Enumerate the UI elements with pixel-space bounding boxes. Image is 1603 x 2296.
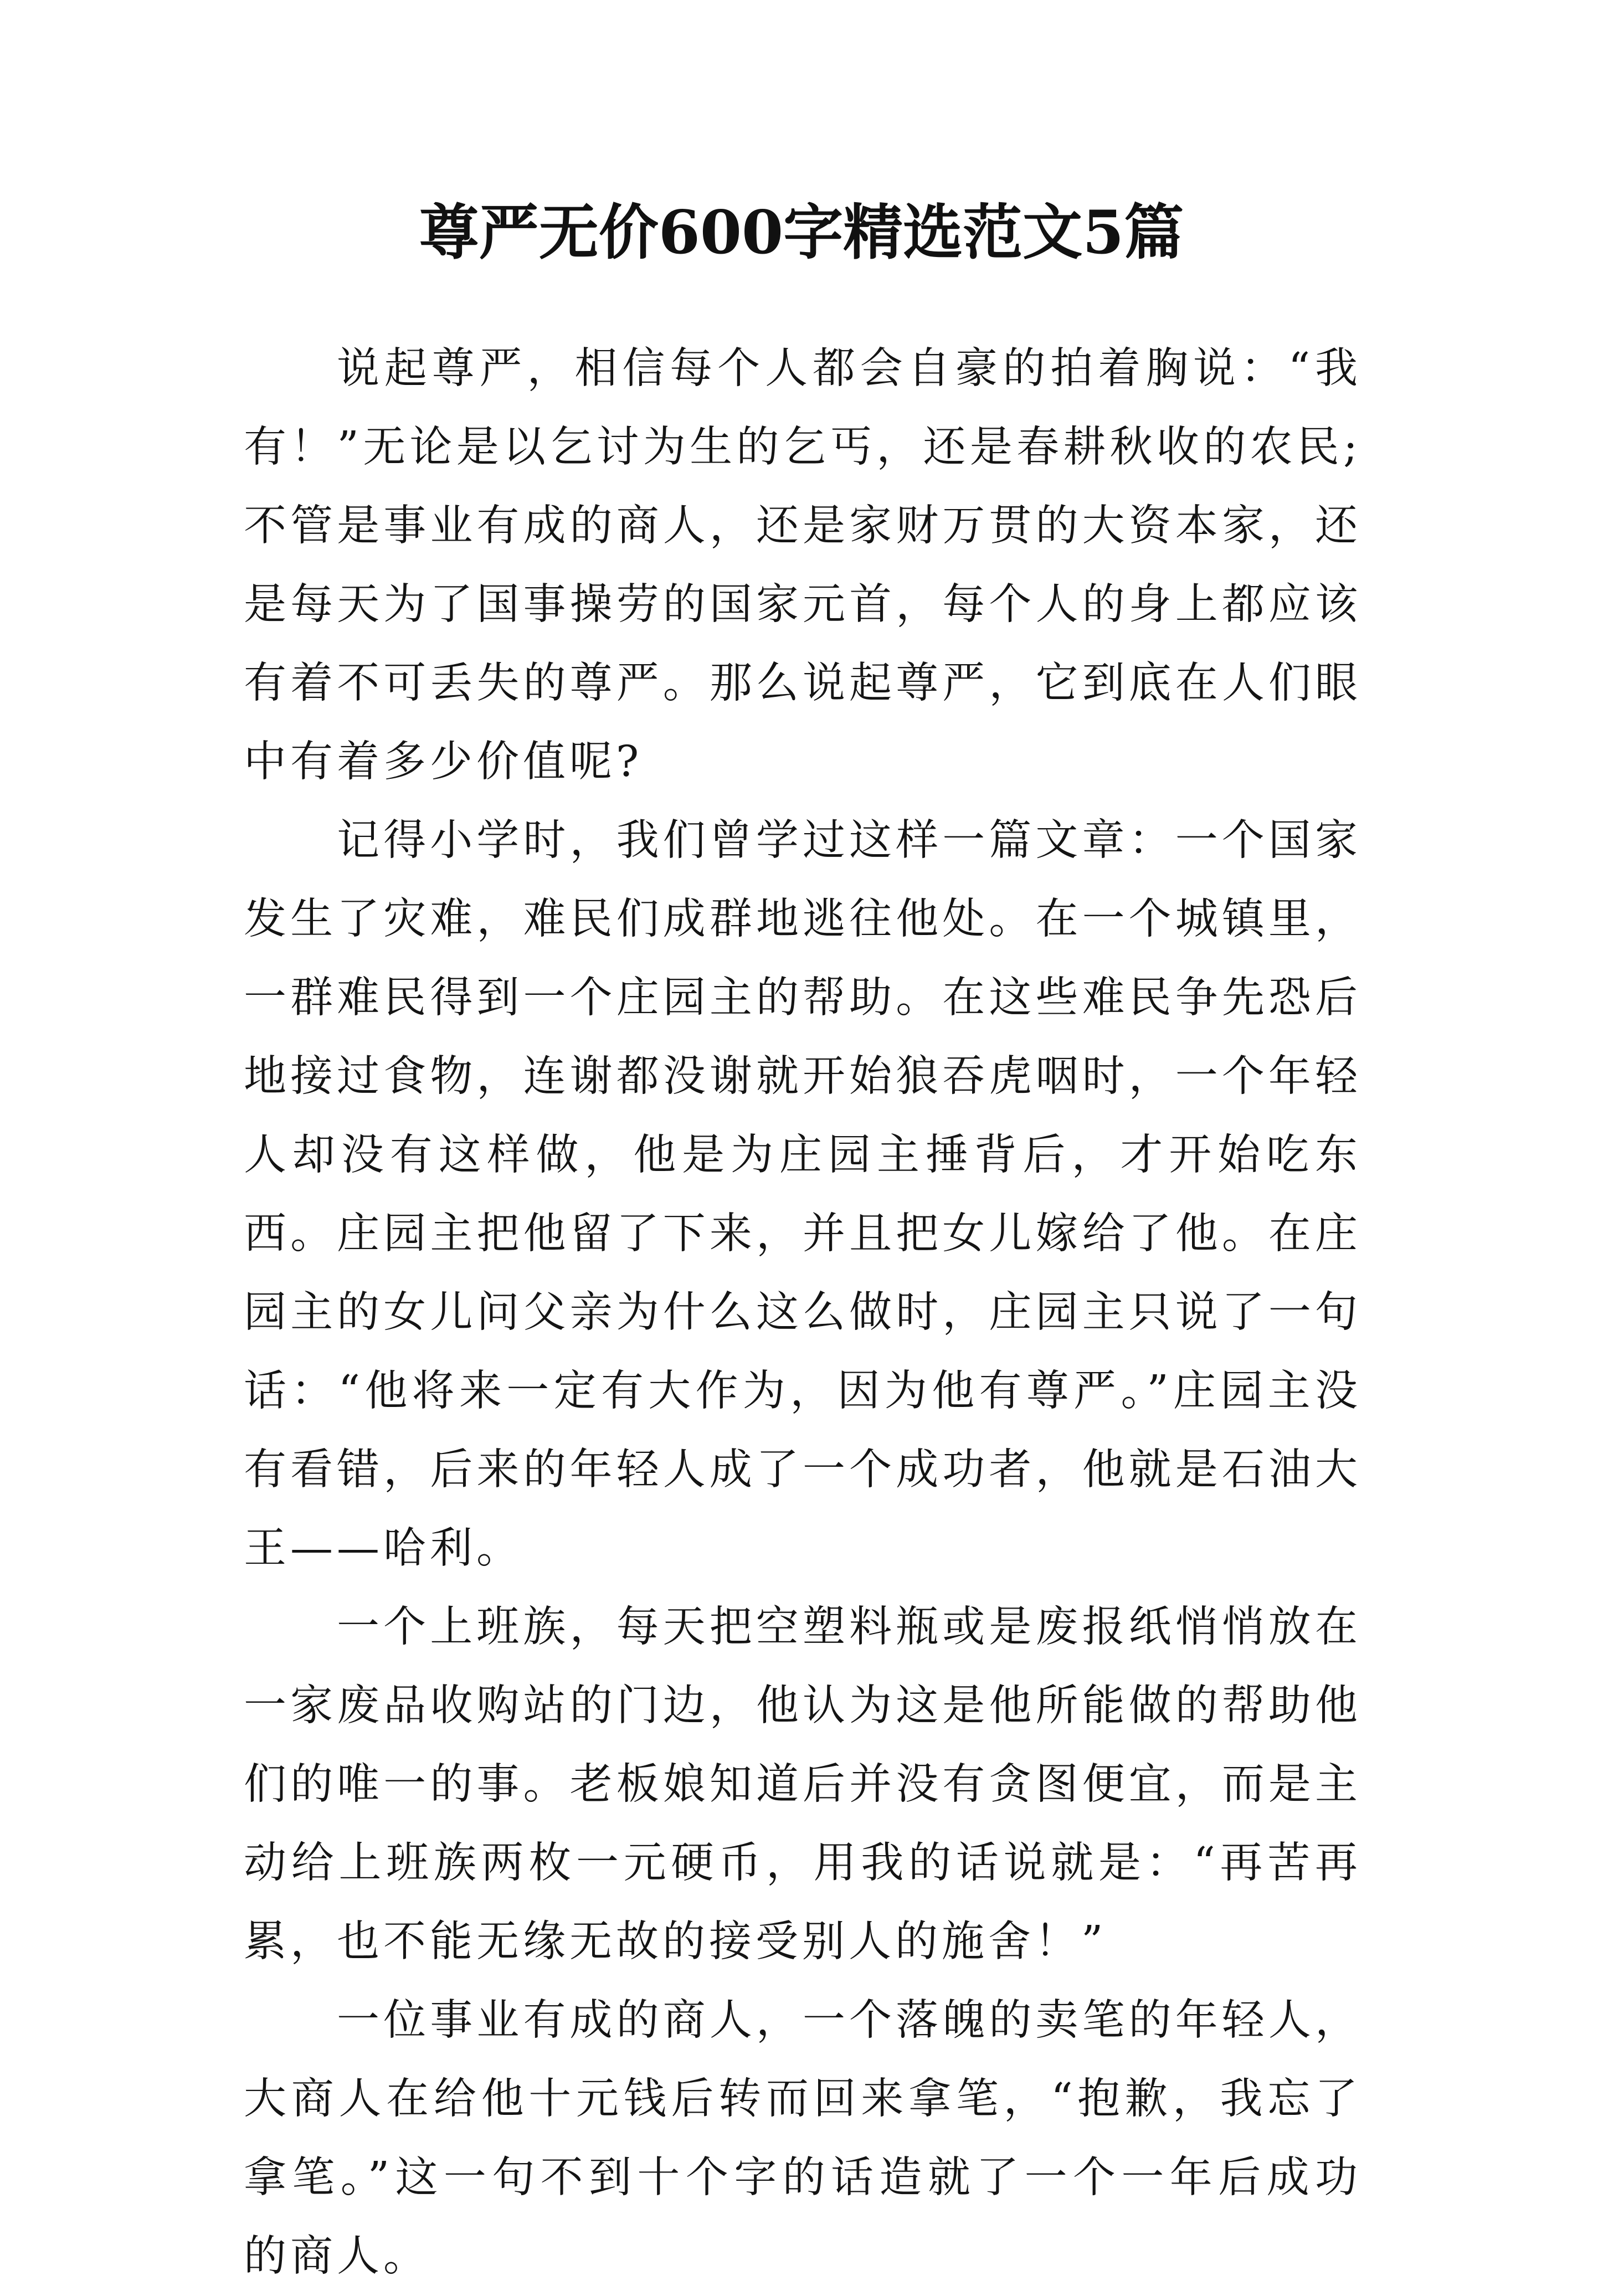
document-title: 尊严无价600字精选范文5篇: [419, 198, 1184, 268]
paragraph: 记得小学时，我们曾学过这样一篇文章：一个国家发生了灾难，难民们成群地逃往他处。在一个城镇里，一群难民得到一个庄园主的帮助。在这些难民争先恐后地接过食物，连谢都没谢就开始狼吞虎咽时，一个年轻人却没有这样做，他是为庄园主捶背后，才开始吃东西。庄园主把他留了下来，并且把女儿嫁给了他。在庄园主的女儿问父亲为什么这么做时，庄园主只说了一句话：“他将来一定有大作为，因为他有尊严。”庄园主没有看错，后来的年轻人成了一个成功者，他就是石油大王——哈利。: [244, 816, 1361, 1573]
document-body: [244, 330, 1361, 2296]
paragraph: 一个上班族，每天把空塑料瓶或是废报纸悄悄放在一家废品收购站的门边，他认为这是他所能做的帮助他们的唯一的事。老板娘知道后并没有贪图便宜，而是主动给上班族两枚一元硬币，用我的话说就是：“再苦再累，也不能无缘无故的接受别人的施舍！”: [244, 1602, 1361, 1966]
paragraph: 说起尊严，相信每个人都会自豪的拍着胸说：“我有！”无论是以乞讨为生的乞丐，还是春耕秋收的农民;不管是事业有成的商人，还是家财万贯的大资本家，还是每天为了国事操劳的国家元首，每个人的身上都应该有着不可丢失的尊严。那么说起尊严，它到底在人们眼中有着多少价值呢?: [244, 344, 1361, 787]
paragraph: 一位事业有成的商人，一个落魄的卖笔的年轻人，大商人在给他十元钱后转而回来拿笔，“抱歉，我忘了拿笔。”这一句不到十个字的话造就了一个一年后成功的商人。: [244, 1996, 1361, 2281]
